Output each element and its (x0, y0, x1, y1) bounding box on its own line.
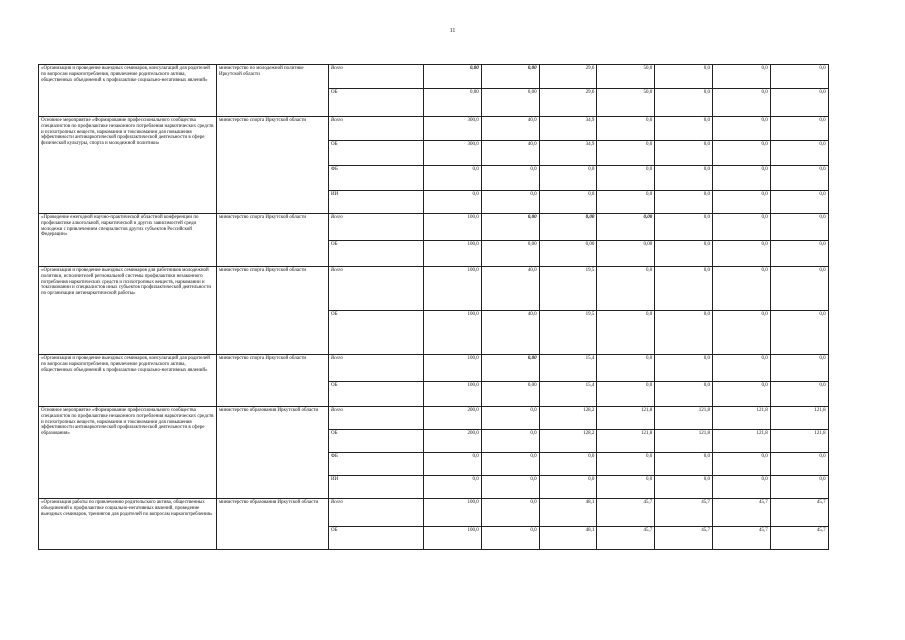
value-cell: 0,0 (770, 117, 828, 141)
value-cell: 0,0 (655, 355, 713, 382)
funding-source: ОБ (329, 527, 424, 550)
measure-name: «Проведение ежегодной научно-практической областной конференции по профилактике алкогольной, наркотической и других зависимостей среди молодежи с привлечением специалистов других субъектов Российской Федерации» (39, 214, 217, 267)
funding-source: Всего (329, 355, 424, 382)
value-cell: 45,7 (655, 499, 713, 527)
value-cell: 121,8 (712, 430, 770, 453)
funding-source: Всего (329, 65, 424, 89)
value-cell: 0,0 (712, 89, 770, 117)
value-cell: 0,0 (539, 453, 597, 476)
page-number: 11 (449, 28, 456, 34)
value-cell: 0,0 (424, 453, 482, 476)
value-cell: 0,0 (712, 241, 770, 267)
value-cell: 40,0 (481, 311, 539, 355)
value-cell: 121,8 (770, 430, 828, 453)
value-cell: 0,0 (770, 241, 828, 267)
value-cell: 0,0 (655, 311, 713, 355)
value-cell: 100,0 (424, 355, 482, 382)
funding-source: ИИ (329, 476, 424, 499)
value-cell: 0,0 (481, 476, 539, 499)
funding-source: ФБ (329, 166, 424, 191)
measure-name: «Организация работы по привлечению родительского актива, общественных объединений к профилактике социально-негативных явлений, проведение выездных семинаров, тренингов для родителей по вопросам наркопотребления» (39, 499, 217, 550)
value-cell: 0,0 (481, 453, 539, 476)
value-cell: 0,0 (712, 267, 770, 311)
value-cell: 34,9 (539, 117, 597, 141)
value-cell: 0,0 (597, 267, 655, 311)
value-cell: 121,8 (655, 407, 713, 430)
value-cell: 200,0 (424, 407, 482, 430)
value-cell: 0,00 (481, 65, 539, 89)
value-cell: 0,0 (770, 476, 828, 499)
table-row (39, 267, 829, 311)
value-cell: 121,8 (597, 407, 655, 430)
value-cell: 121,8 (597, 430, 655, 453)
value-cell: 0,0 (712, 191, 770, 214)
value-cell: 0,0 (770, 141, 828, 166)
value-cell: 0,0 (712, 65, 770, 89)
value-cell: 0,00 (539, 214, 597, 241)
funding-source: ФБ (329, 453, 424, 476)
measure-name: «Организация и проведение выездных семинаров для работников молодежной политики, исполнителей региональной системы профилактики незаконного потребления наркотических средств и психотропных веществ, наркомании и токсикомании и специалистов иных субъектов профилактической деятельности по организации антинаркотической работы» (39, 267, 217, 355)
value-cell: 121,8 (655, 430, 713, 453)
value-cell: 0,0 (481, 527, 539, 550)
value-cell: 0,0 (712, 214, 770, 241)
table-row (39, 499, 829, 527)
value-cell: 0,0 (655, 166, 713, 191)
value-cell: 40,0 (481, 267, 539, 311)
value-cell: 0,0 (539, 166, 597, 191)
funding-source: ОБ (329, 141, 424, 166)
value-cell: 45,7 (712, 499, 770, 527)
table-row (39, 355, 829, 382)
funding-source: ОБ (329, 311, 424, 355)
value-cell: 0,0 (539, 191, 597, 214)
funding-source: Всего (329, 267, 424, 311)
value-cell: 0,0 (770, 191, 828, 214)
value-cell: 50,0 (597, 89, 655, 117)
value-cell: 0,0 (655, 267, 713, 311)
executor: министерство по молодежной политике Иркутской области (217, 65, 329, 117)
value-cell: 0,0 (770, 267, 828, 311)
value-cell: 0,0 (712, 166, 770, 191)
funding-source: ОБ (329, 89, 424, 117)
value-cell: 100,0 (424, 267, 482, 311)
value-cell: 0,0 (424, 166, 482, 191)
measure-name: «Организация и проведение выездных семинаров, консультаций для родителей по вопросам наркопотребления, привлечение родительского актива, общественных объединений к профилактике социально-негативных явлений» (39, 355, 217, 407)
value-cell: 121,8 (712, 407, 770, 430)
value-cell: 29,6 (539, 89, 597, 117)
value-cell: 0,0 (655, 382, 713, 407)
executor: министерство спорта Иркутской области (217, 214, 329, 267)
value-cell: 0,0 (770, 166, 828, 191)
value-cell: 100,0 (424, 311, 482, 355)
value-cell: 0,0 (597, 141, 655, 166)
value-cell: 0,00 (597, 214, 655, 241)
executor: министерство спорта Иркутской области (217, 267, 329, 355)
funding-source: Всего (329, 499, 424, 527)
value-cell: 0,0 (481, 407, 539, 430)
value-cell: 0,0 (655, 65, 713, 89)
funding-source: ОБ (329, 382, 424, 407)
value-cell: 0,00 (424, 65, 482, 89)
value-cell: 100,0 (424, 382, 482, 407)
executor: министерство спорта Иркутской области (217, 355, 329, 407)
value-cell: 15,4 (539, 355, 597, 382)
funding-source: Всего (329, 407, 424, 430)
value-cell: 0,00 (424, 89, 482, 117)
value-cell: 0,0 (655, 453, 713, 476)
value-cell: 0,0 (597, 355, 655, 382)
value-cell: 0,0 (481, 430, 539, 453)
value-cell: 0,0 (597, 166, 655, 191)
value-cell: 0,0 (770, 453, 828, 476)
value-cell: 0,0 (770, 355, 828, 382)
value-cell: 0,00 (481, 241, 539, 267)
value-cell: 0,0 (597, 476, 655, 499)
value-cell: 100,0 (424, 527, 482, 550)
value-cell: 0,0 (712, 311, 770, 355)
value-cell: 0,0 (712, 117, 770, 141)
value-cell: 0,0 (481, 166, 539, 191)
value-cell: 0,0 (770, 311, 828, 355)
value-cell: 0,0 (481, 499, 539, 527)
funding-source: Всего (329, 117, 424, 141)
value-cell: 0,0 (712, 382, 770, 407)
value-cell: 128,2 (539, 407, 597, 430)
value-cell: 300,0 (424, 141, 482, 166)
value-cell: 0,0 (770, 382, 828, 407)
value-cell: 100,0 (424, 499, 482, 527)
value-cell: 0,00 (597, 241, 655, 267)
value-cell: 0,00 (539, 241, 597, 267)
value-cell: 0,0 (597, 382, 655, 407)
value-cell: 45,7 (770, 499, 828, 527)
value-cell: 300,0 (424, 117, 482, 141)
value-cell: 0,0 (655, 117, 713, 141)
value-cell: 0,00 (481, 355, 539, 382)
value-cell: 29,6 (539, 65, 597, 89)
value-cell: 0,0 (597, 453, 655, 476)
executor: министерство спорта Иркутской области (217, 117, 329, 214)
value-cell: 48,1 (539, 499, 597, 527)
value-cell: 0,0 (770, 214, 828, 241)
value-cell: 40,0 (481, 141, 539, 166)
value-cell: 0,0 (655, 476, 713, 499)
value-cell: 19,5 (539, 311, 597, 355)
value-cell: 0,0 (712, 141, 770, 166)
value-cell: 0,00 (481, 382, 539, 407)
table-row (39, 65, 829, 89)
funding-source: ОБ (329, 241, 424, 267)
value-cell: 0,0 (655, 241, 713, 267)
value-cell: 0,0 (655, 191, 713, 214)
value-cell: 100,0 (424, 214, 482, 241)
value-cell: 0,0 (655, 89, 713, 117)
value-cell: 48,1 (539, 527, 597, 550)
value-cell: 200,0 (424, 430, 482, 453)
value-cell: 0,0 (712, 355, 770, 382)
value-cell: 0,0 (770, 89, 828, 117)
value-cell: 0,0 (770, 65, 828, 89)
value-cell: 0,0 (424, 476, 482, 499)
value-cell: 0,0 (424, 191, 482, 214)
budget-table (38, 64, 829, 550)
value-cell: 0,0 (712, 453, 770, 476)
value-cell: 0,00 (481, 214, 539, 241)
value-cell: 45,7 (655, 527, 713, 550)
value-cell: 45,7 (597, 499, 655, 527)
value-cell: 40,0 (481, 117, 539, 141)
value-cell: 45,7 (597, 527, 655, 550)
value-cell: 45,7 (712, 527, 770, 550)
funding-source: ИИ (329, 191, 424, 214)
value-cell: 0,0 (655, 141, 713, 166)
value-cell: 34,9 (539, 141, 597, 166)
value-cell: 45,7 (770, 527, 828, 550)
value-cell: 0,0 (712, 476, 770, 499)
value-cell: 128,2 (539, 430, 597, 453)
measure-name: Основное мероприятие «Формирование профессионального сообщества специалистов по профилактике незаконного потребления наркотических средств и психотропных веществ, наркомании и токсикомании для повышения эффективности антинаркотической профилактической деятельности в сфере физической культуры, спорта и молодежной политики» (39, 117, 217, 214)
table-row (39, 407, 829, 430)
table-row (39, 117, 829, 141)
executor: министерство образования Иркутской области (217, 499, 329, 550)
value-cell: 0,0 (597, 191, 655, 214)
value-cell: 0,0 (597, 117, 655, 141)
value-cell: 100,0 (424, 241, 482, 267)
value-cell: 19,5 (539, 267, 597, 311)
table-row (39, 214, 829, 241)
funding-source: ОБ (329, 430, 424, 453)
measure-name: Основное мероприятие «Формирование профессионального сообщества специалистов по профилактике незаконного потребления наркотических средств и психотропных веществ, наркомании и токсикомании для повышения эффективности антинаркотической профилактической деятельности в сфере образования» (39, 407, 217, 499)
value-cell: 0,00 (481, 89, 539, 117)
value-cell: 0,0 (655, 214, 713, 241)
value-cell: 0,0 (539, 476, 597, 499)
value-cell: 0,0 (481, 191, 539, 214)
executor: министерство образования Иркутской области (217, 407, 329, 499)
value-cell: 50,0 (597, 65, 655, 89)
funding-source: Всего (329, 214, 424, 241)
value-cell: 0,0 (597, 311, 655, 355)
value-cell: 121,8 (770, 407, 828, 430)
measure-name: «Организация и проведение выездных семинаров, консультаций для родителей по вопросам наркопотребления, привлечение родительского актива, общественных объединений к профилактике социально-негативных явлений» (39, 65, 217, 117)
value-cell: 15,4 (539, 382, 597, 407)
